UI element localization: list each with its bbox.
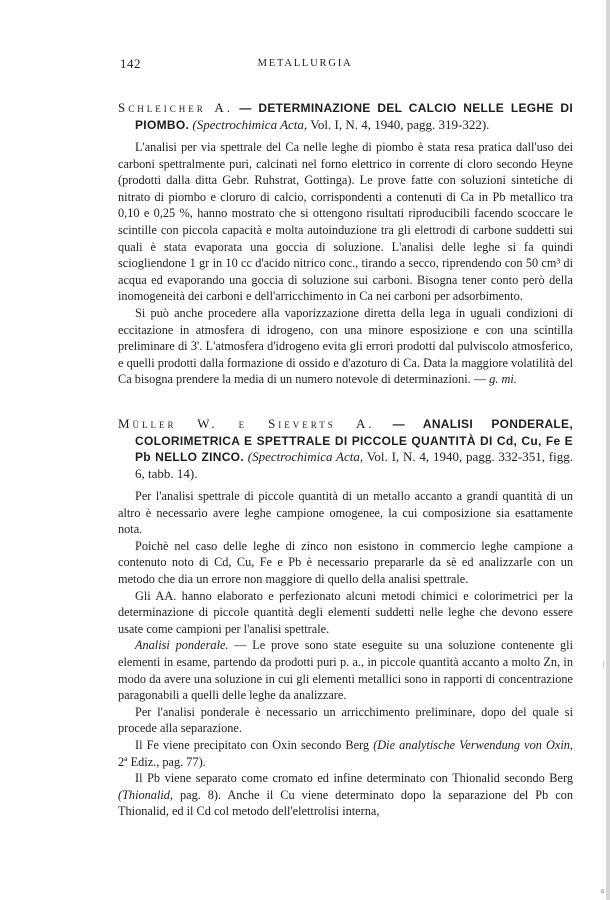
paragraph	[118, 737, 573, 770]
subsection-label: Analisi ponderale.	[135, 638, 229, 653]
article-heading	[118, 416, 573, 482]
article-author: Müller W. e Sieverts A.	[118, 416, 375, 431]
paragraph	[118, 637, 573, 703]
paragraph-text: Il Pb viene separato come cromato ed infine determinato con Thionalid secondo Berg	[135, 771, 573, 786]
paragraph: L'analisi per via spettrale del Ca nelle leghe di piombo è stata resa pratica dall'uso dei carboni spettralmente puri, calcinati nel forno elettrico in corrente di cloro secondo Heyne (prodotti dalla ditta Gebr. Ruhstrat, Gottinga). Le prove fatte con soluzioni sintetiche di nitrato di piombo e cloruro di calcio, corrispondenti a contenuti di Ca in Pb metallico tra 0,10 e 0,25 %, hanno mostrato che si ottengono risultati riproducibili facendo scoccare le scintille con piccola capacità e molta autoinduzione tra gli elettrodi di carbone suddetti sui quali è stata evaporata una goccia di soluzione. L'analisi delle leghe si fa quindi sciogliendone 1 gr in 10 cc d'acido nitrico conc., tirando a secco, riprendendo con 50 cm³ di acqua ed evaporando una goccia di soluzione sui carboni. Bisogna tener conto però della inomogeneità dei carboni e dell'arricchimento in Ca nei carboni per adsorbimento.	[118, 140, 573, 304]
article-author: Schleicher A.	[118, 100, 233, 115]
article-calcio	[118, 100, 573, 388]
article-body	[118, 488, 573, 820]
paragraph	[118, 770, 573, 820]
paragraph-text: — Le prove sono state eseguite su una soluzione contenente gli elementi in esame, partendo da prodotti puri p. a., in piccole quantità accanto a molto Zn, in modo da avere una soluzione in cui gli elementi metallici sono in rapporti di concentrazione paragonabili a quelli delle leghe da analizzare.	[118, 638, 573, 703]
paragraph	[118, 305, 573, 388]
article-zinco	[118, 416, 573, 820]
edge-mark: a	[600, 886, 604, 895]
paragraph-text: Il Fe viene precipitato con Oxin secondo Berg	[135, 737, 370, 752]
paragraph: Gli AA. hanno elaborato e perfezionato alcuni metodi chimici e colorimetrici per la determinazione di piccole quantità degli elementi suddetti nelle leghe che devono essere usate come campioni per l'analisi spettrale.	[118, 588, 573, 636]
article-heading	[118, 100, 573, 133]
page-edge-shadow	[606, 0, 610, 900]
book-title: (Thionalid,	[118, 787, 173, 802]
journal-name: (Spectrochimica Acta,	[192, 116, 308, 132]
running-head: METALLURGIA	[257, 58, 353, 69]
paragraph: Per l'analisi spettrale di piccole quantità di un metallo accanto a grandi quantità di un altro è necessario avere leghe campione omogenee, la cui composizione sia esattamente nota.	[118, 489, 573, 537]
journal-name: (Spectrochimica Acta,	[247, 449, 364, 464]
citation: Vol. I, N. 4, 1940, pagg. 319-322).	[310, 116, 490, 132]
paragraph-text: pag. 8). Anche il Cu viene determinato dopo la separazione del Pb con Thionalid, ed il Cd col metodo dell'elettrolisi interna,	[118, 787, 574, 819]
page-number: 142	[120, 56, 141, 71]
paragraph-text: Si può anche procedere alla vaporizzazione diretta della lega in uguali condizioni di eccitazione in atmosfera di idrogeno, con una minore esposizione e con una scintilla preliminare di 3'. L'atmosfera d'idrogeno evita gli errori prodotti dal pulviscolo atmosferico, e quelli prodotti dalla formazione di ossido e d'azoturo di Ca. Data la maggiore volatilità del Ca bisogna prendere la media di un numero notevole di determinazioni. —	[118, 305, 573, 387]
book-title: (Die analytische Verwendung von Oxin,	[373, 737, 573, 752]
article-title: — ANALISI PONDERALE, COLORIMETRICA E SPETTRALE DI PICCOLE QUANTITÀ DI Cd, Cu, Fe E Pb NELLO ZINCO.	[135, 417, 573, 464]
article-body	[118, 139, 573, 388]
paragraph-text: 2ª Ediz., pag. 77).	[118, 754, 206, 769]
article-title: — DETERMINAZIONE DEL CALCIO NELLE LEGHE DI PIOMBO.	[135, 101, 573, 132]
paragraph: Poichè nel caso delle leghe di zinco non esistono in commercio leghe campione a contenuto noto di Cd, Cu, Fe e Pb è necessario prepararle da sè ed analizzarle con un metodo che dia un errore non maggiore di quello della analisi spettrale.	[118, 538, 573, 586]
page-header	[0, 56, 610, 76]
edge-mark: |	[602, 660, 604, 669]
paragraph: Per l'analisi ponderale è necessario un arricchimento preliminare, dopo del quale si procede alla separazione.	[118, 704, 573, 736]
citation: Vol. I, N. 4, 1940, pagg. 332-351, figg. 6, tabb. 14).	[135, 449, 573, 481]
reviewer-initials: g. mi.	[489, 372, 517, 387]
